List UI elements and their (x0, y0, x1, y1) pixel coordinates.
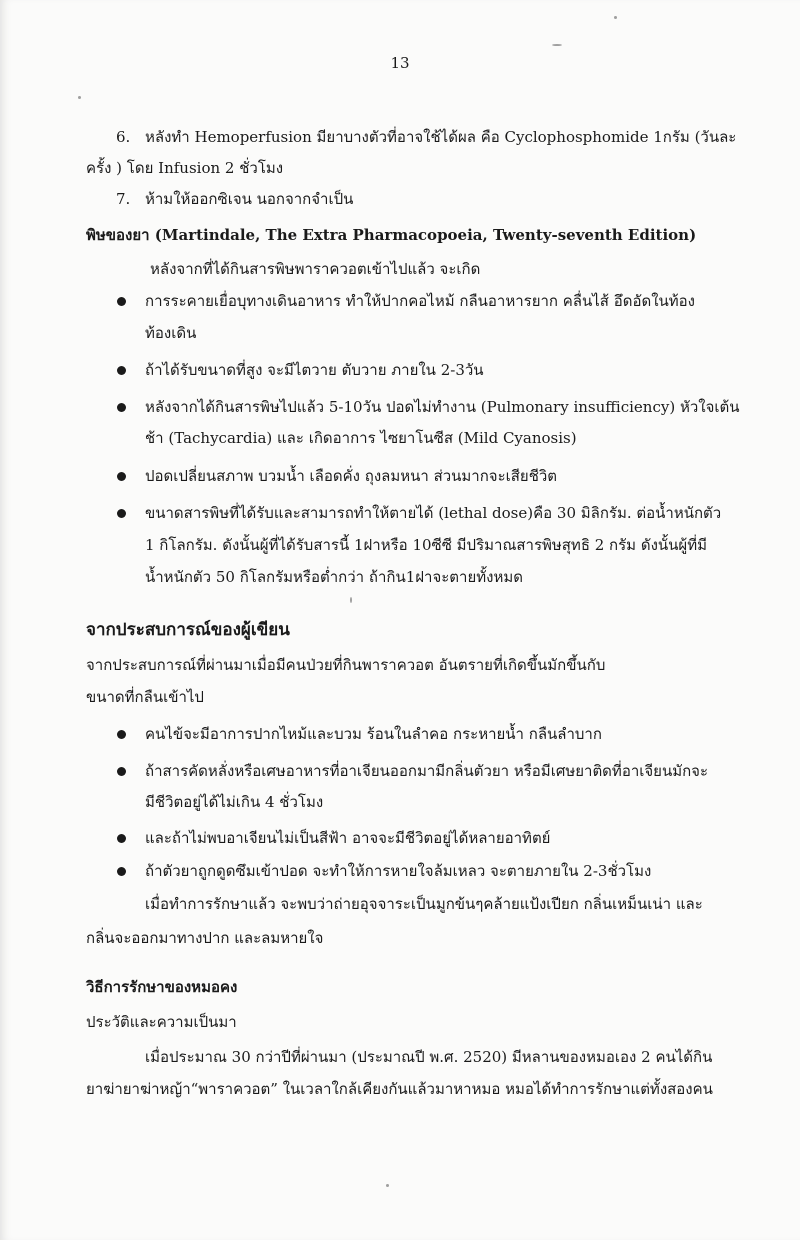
bullet-icon (117, 767, 126, 776)
scan-speck (552, 44, 562, 46)
bullet-text-line: และถ้าไม่พบอาเจียนไม่เป็นสีฟ้า อาจจะมีชีวิตอยู่ได้หลายอาทิตย์ (145, 829, 551, 847)
bullet-text-line: ถ้าตัวยาถูกดูดซึมเข้าปอด จะทำให้การหายใจล้มเหลว จะตายภายใน 2-3ชั่วโมง (145, 862, 652, 880)
bullet-text-line: ขนาดสารพิษที่ได้รับและสามารถทำให้ตายได้ (lethal dose)คือ 30 มิลิกรัม. ต่อน้ำหนักตัว (145, 504, 722, 522)
bullet-icon (117, 403, 126, 412)
item-6-text-line2: ครั้ง ) โดย Infusion 2 ชั่วโมง (86, 159, 284, 177)
paragraph-line: ขนาดที่กลืนเข้าไป (86, 688, 204, 706)
bullet-text-line: หลังจากได้กินสารพิษไปแล้ว 5-10วัน ปอดไม่ทำงาน (Pulmonary insufficiency) หัวใจเต้น (145, 398, 740, 416)
bullet-text-line: ปอดเปลี่ยนสภาพ บวมน้ำ เลือดคั่ง ถุงลมหนา ส่วนมากจะเสียชีวิต (145, 467, 558, 485)
bullet-text-line: ช้า (Tachycardia) และ เกิดอาการ ไซยาโนซีส (Mild Cyanosis) (145, 429, 577, 447)
bullet-icon (117, 366, 126, 375)
scan-speck (386, 1184, 389, 1187)
bullet-text-line: การระคายเยื่อบุทางเดินอาหาร ทำให้ปากคอไหม้ กลืนอาหารยาก คลื่นไส้ อึดอัดในท้อง (145, 292, 696, 310)
scan-speck (78, 96, 81, 99)
paragraph-line: กลิ่นจะออกมาทางปาก และลมหายใจ (86, 929, 324, 947)
section-intro: หลังจากที่ได้กินสารพิษพาราควอตเข้าไปแล้ว จะเกิด (150, 260, 481, 278)
bullet-text-line: น้ำหนักตัว 50 กิโลกรัมหรือต่ำกว่า ถ้ากิน1ฝาจะตายทั้งหมด (145, 568, 523, 586)
section-heading-author-experience: จากประสบการณ์ของผู้เขียน (86, 620, 290, 640)
item-7-text: ห้ามให้ออกซิเจน นอกจากจำเป็น (145, 190, 354, 208)
bullet-text-line: คนไข้จะมีอาการปากไหม้และบวม ร้อนในลำคอ กระหายน้ำ กลืนลำบาก (145, 725, 602, 743)
bullet-text-line: ท้องเดิน (145, 324, 197, 342)
bullet-icon (117, 834, 126, 843)
bullet-text-line: ถ้าสารคัดหลั่งหรือเศษอาหารที่อาเจียนออกมามีกลิ่นตัวยา หรือมีเศษยาติดที่อาเจียนมักจะ (145, 762, 709, 780)
page-number: 13 (390, 54, 410, 72)
subheading-history: ประวัติและความเป็นมา (86, 1013, 237, 1031)
item-7-number: 7. (116, 190, 131, 208)
item-6-text-line1: หลังทำ Hemoperfusion มียาบางตัวที่อาจใช้ได้ผล คือ Cyclophosphomide 1กรัม (วันละ (145, 128, 737, 146)
bullet-icon (117, 509, 126, 518)
paragraph-line: เมื่อทำการรักษาแล้ว จะพบว่าถ่ายอุจจาระเป็นมูกข้นๆคล้ายแป้งเปียก กลิ่นเหม็นเน่า และ (145, 895, 703, 913)
item-6-number: 6. (116, 128, 131, 146)
paragraph-line: ยาฆ่ายาฆ่าหญ้า“พาราควอต” ในเวลาใกล้เคียงกันแล้วมาหาหมอ หมอได้ทำการรักษาแต่ทั้งสองคน (86, 1080, 713, 1098)
bullet-icon (117, 730, 126, 739)
scan-speck (614, 16, 617, 19)
paragraph-line: จากประสบการณ์ที่ผ่านมาเมื่อมีคนป่วยที่กินพาราควอต อันตรายที่เกิดขึ้นมักขึ้นกับ (86, 656, 606, 674)
bullet-text-line: มีชีวิตอยู่ได้ไม่เกิน 4 ชั่วโมง (145, 793, 324, 811)
scan-speck (350, 597, 352, 603)
section-heading-treatment: วิธีการรักษาของหมอคง (86, 978, 238, 996)
bullet-icon (117, 297, 126, 306)
section-heading-drug-toxicity: พิษของยา (Martindale, The Extra Pharmacopoeia, Twenty-seventh Edition) (86, 226, 697, 244)
bullet-icon (117, 867, 126, 876)
bullet-text-line: ถ้าได้รับขนาดที่สูง จะมีไตวาย ตับวาย ภายใน 2-3วัน (145, 361, 484, 379)
paragraph-line: เมื่อประมาณ 30 กว่าปีที่ผ่านมา (ประมาณปี พ.ศ. 2520) มีหลานของหมอเอง 2 คนได้กิน (145, 1048, 713, 1066)
bullet-text-line: 1 กิโลกรัม. ดังนั้นผู้ที่ได้รับสารนี้ 1ฝาหรือ 10ซีซี มีปริมาณสารพิษสุทธิ 2 กรัม ดังนั้นผู้ที่มี (145, 536, 707, 554)
bullet-icon (117, 472, 126, 481)
